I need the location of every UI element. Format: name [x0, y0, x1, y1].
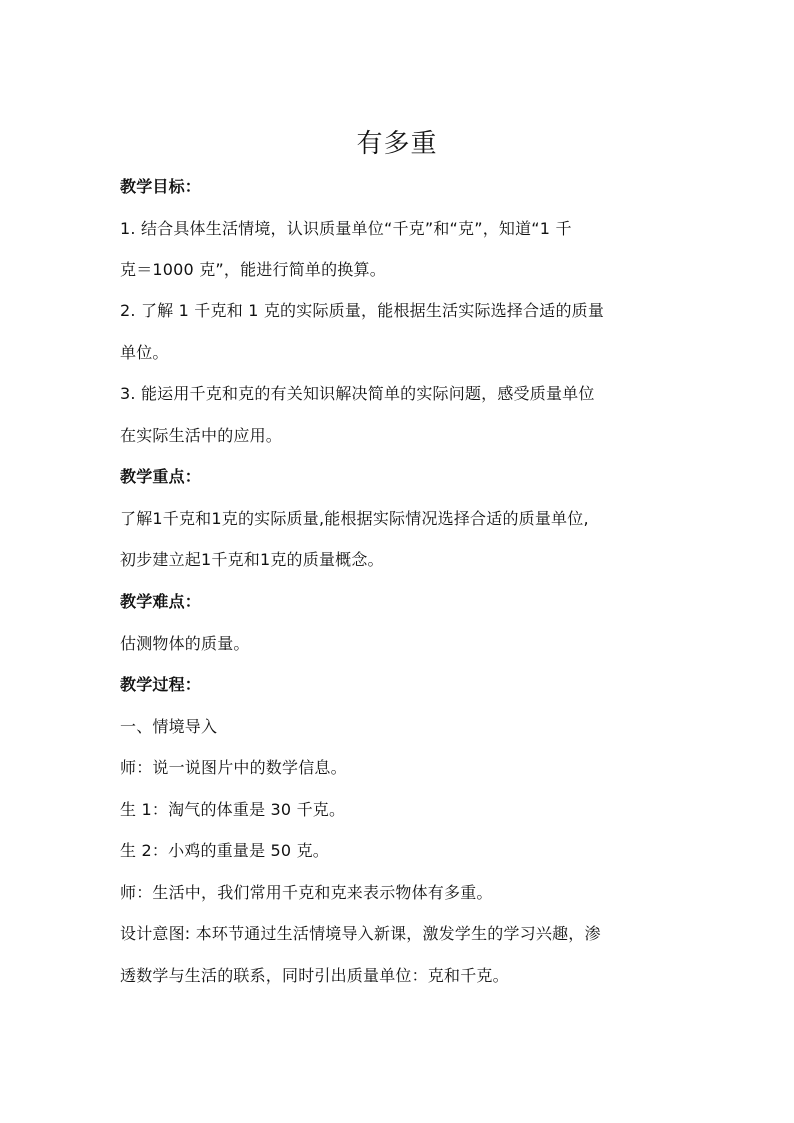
student-line-1: 生 1：淘气的体重是 30 千克。: [120, 800, 346, 819]
teacher-line-2: 师：生活中，我们常用千克和克来表示物体有多重。: [120, 883, 493, 902]
key-points-line-1: 了解1千克和1克的实际质量,能根据实际情况选择合适的质量单位,: [120, 509, 589, 528]
design-intent-line-2: 透数学与生活的联系，同时引出质量单位：克和千克。: [120, 966, 509, 985]
goal-2-line-1: 2. 了解 1 千克和 1 克的实际质量，能根据生活实际选择合适的质量: [120, 301, 605, 320]
difficulty-text: 估测物体的质量。: [120, 634, 250, 653]
teacher-line-1: 师：说一说图片中的数学信息。: [120, 758, 347, 777]
goal-1-line-1: 1. 结合具体生活情境，认识质量单位“千克”和“克”，知道“1 千: [120, 219, 572, 238]
design-intent-line-1: 设计意图: 本环节通过生活情境导入新课，激发学生的学习兴趣，渗: [120, 924, 601, 943]
difficulty-heading: 教学难点：: [120, 592, 202, 611]
process-step-1: 一、情境导入: [120, 717, 218, 736]
process-heading: 教学过程：: [120, 675, 202, 694]
goal-3-line-2: 在实际生活中的应用。: [120, 426, 283, 445]
page-title: 有多重: [356, 129, 438, 159]
student-line-2: 生 2：小鸡的重量是 50 克。: [120, 841, 329, 860]
goals-heading: 教学目标：: [120, 177, 202, 196]
goal-3-line-1: 3. 能运用千克和克的有关知识解决简单的实际问题，感受质量单位: [120, 384, 595, 403]
goal-2-line-2: 单位。: [120, 343, 169, 362]
key-points-line-2: 初步建立起1千克和1克的质量概念。: [120, 550, 384, 569]
key-points-heading: 教学重点：: [120, 467, 202, 486]
goal-1-line-2: 克＝1000 克”，能进行简单的换算。: [120, 260, 386, 279]
